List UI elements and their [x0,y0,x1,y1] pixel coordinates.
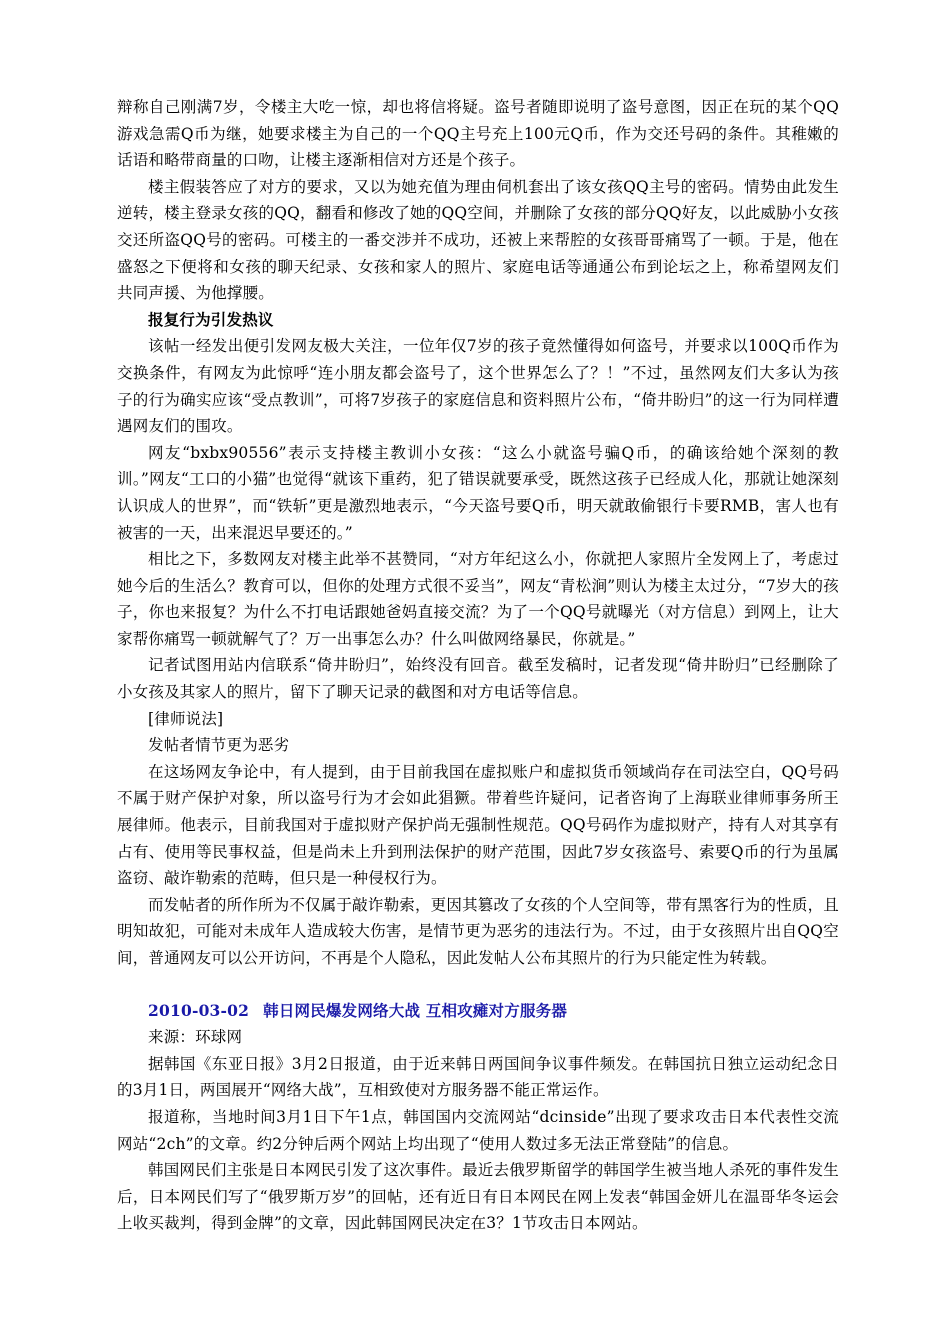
section-heading: 报复行为引发热议 [148,309,274,329]
paragraph-lawyer: 在这场网友争论中，有人提到，由于目前我国在虚拟账户和虚拟货币领域尚存在司法空白，QQ号码不属于财产保护对象，所以盗号行为才会如此猖獗。带着些许疑问，记者咨询了上海联业律师事务所王展律师。他表示，目前我国对于虚拟财产保护尚无强制性规范。QQ号码作为虚拟财产，持有人对其享有占有、使用等民事权益，但是尚未上升到刑法保护的财产范围，因此7岁女孩盗号、索要Q币的行为虽属盗窃、敲诈勒索的范畴，但只是一种侵权行为。 [117,762,839,888]
paragraph-continued: 辩称自己刚满7岁，令楼主大吃一惊，却也将信将疑。盗号者随即说明了盗号意图，因正在玩的某个QQ游戏急需Q币为继，她要求楼主为自己的一个QQ主号充上100元Q币，作为交还号码的条件。其稚嫩的话语和略带商量的口吻，让楼主逐渐相信对方还是个孩子。 [117,98,839,170]
paragraph-fake-agreement: 楼主假装答应了对方的要求，又以为她充值为理由伺机套出了该女孩QQ主号的密码。情势由此发生逆转，楼主登录女孩的QQ，翻看和修改了她的QQ空间，并删除了女孩的部分QQ好友，以此威胁小女孩交还所盗QQ号的密码。可楼主的一番交涉并不成功，还被上来帮腔的女孩哥哥痛骂了一顿。于是，他在盛怒之下便将和女孩的聊天纪录、女孩和家人的照片、家庭电话等通通公布到论坛之上，称希望网友们共同声援、为他撑腰。 [117,177,839,303]
article-paragraph-1: 据韩国《东亚日报》3月2日报道，由于近来韩日两国间争议事件频发。在韩国抗日独立运动纪念日的3月1日，两国展开“网络大战”，互相致使对方服务器不能正常运作。 [117,1054,839,1100]
paragraph-conclusion: 而发帖者的所作所为不仅属于敲诈勒索，更因其篡改了女孩的个人空间等，带有黑客行为的性质，且明知故犯，可能对未成年人造成较大伤害，是情节更为恶劣的违法行为。不过，由于女孩照片出自QQ空间，普通网友可以公开访问，不再是个人隐私，因此发帖人公布其照片的行为只能定性为转载。 [117,895,839,967]
paragraph-support: 网友“bxbx90556”表示支持楼主教训小女孩：“这么小就盗号骗Q币，的确该给她个深刻的教训。”网友“工口的小猫”也觉得“就该下重药，犯了错误就要承受，既然这孩子已经成人化，那就让她深刻认识成人的世界”，而“铁斩”更是激烈地表示，“今天盗号要Q币，明天就敢偷银行卡要RMB，害人也有被害的一天，出来混迟早要还的。” [117,443,839,542]
article-source: 来源：环球网 [148,1028,243,1047]
paragraph-reaction: 该帖一经发出便引发网友极大关注，一位年仅7岁的孩子竟然懂得如何盗号，并要求以100Q币作为交换条件，有网友为此惊呼“连小朋友都会盗号了，这个世界怎么了？！”不过，虽然网友们大多认为孩子的行为确实应该“受点教训”，可将7岁孩子的家庭信息和资料照片公布，“倚井盼归”的这一行为同样遭遇网友们的围攻。 [117,337,839,436]
document-body [117,94,839,1237]
article-title: 韩日网民爆发网络大战 互相攻瘫对方服务器 [263,1000,568,1020]
lawyer-subheading: 发帖者情节更为恶劣 [148,736,290,755]
article-paragraph-3: 韩国网民们主张是日本网民引发了这次事件。最近去俄罗斯留学的韩国学生被当地人杀死的事件发生后，日本网民们写了“俄罗斯万岁”的回帖，还有近日有日本网民在网上发表“韩国金妍儿在温哥华冬运会上收买裁判，得到金牌”的文章，因此韩国网民决定在3？1节攻击日本网站。 [117,1161,839,1233]
article-title-link[interactable] [117,998,839,1025]
section-gap [117,972,839,998]
paragraph-reporter: 记者试图用站内信联系“倚井盼归”，始终没有回音。截至发稿时，记者发现“倚井盼归”已经删除了小女孩及其家人的照片，留下了聊天记录的截图和对方电话等信息。 [117,656,839,702]
article-paragraph-2: 报道称，当地时间3月1日下午1点，韩国国内交流网站“dcinside”出现了要求攻击日本代表性交流网站“2ch”的文章。约2分钟后两个网站上均出现了“使用人数过多无法正常登陆”的信息。 [117,1107,839,1153]
lawyer-label: [律师说法] [148,709,224,728]
paragraph-oppose: 相比之下，多数网友对楼主此举不甚赞同，“对方年纪这么小，你就把人家照片全发网上了，考虑过她今后的生活么？教育可以，但你的处理方式很不妥当”，网友“青松涧”则认为楼主太过分，“7岁大的孩子，你也来报复？为什么不打电话跟她爸妈直接交流？为了一个QQ号就曝光（对方信息）到网上，让大家帮你痛骂一顿就解气了？万一出事怎么办？什么叫做网络暴民，你就是。” [117,550,839,648]
article-date: 2010-03-02 [148,1000,250,1020]
